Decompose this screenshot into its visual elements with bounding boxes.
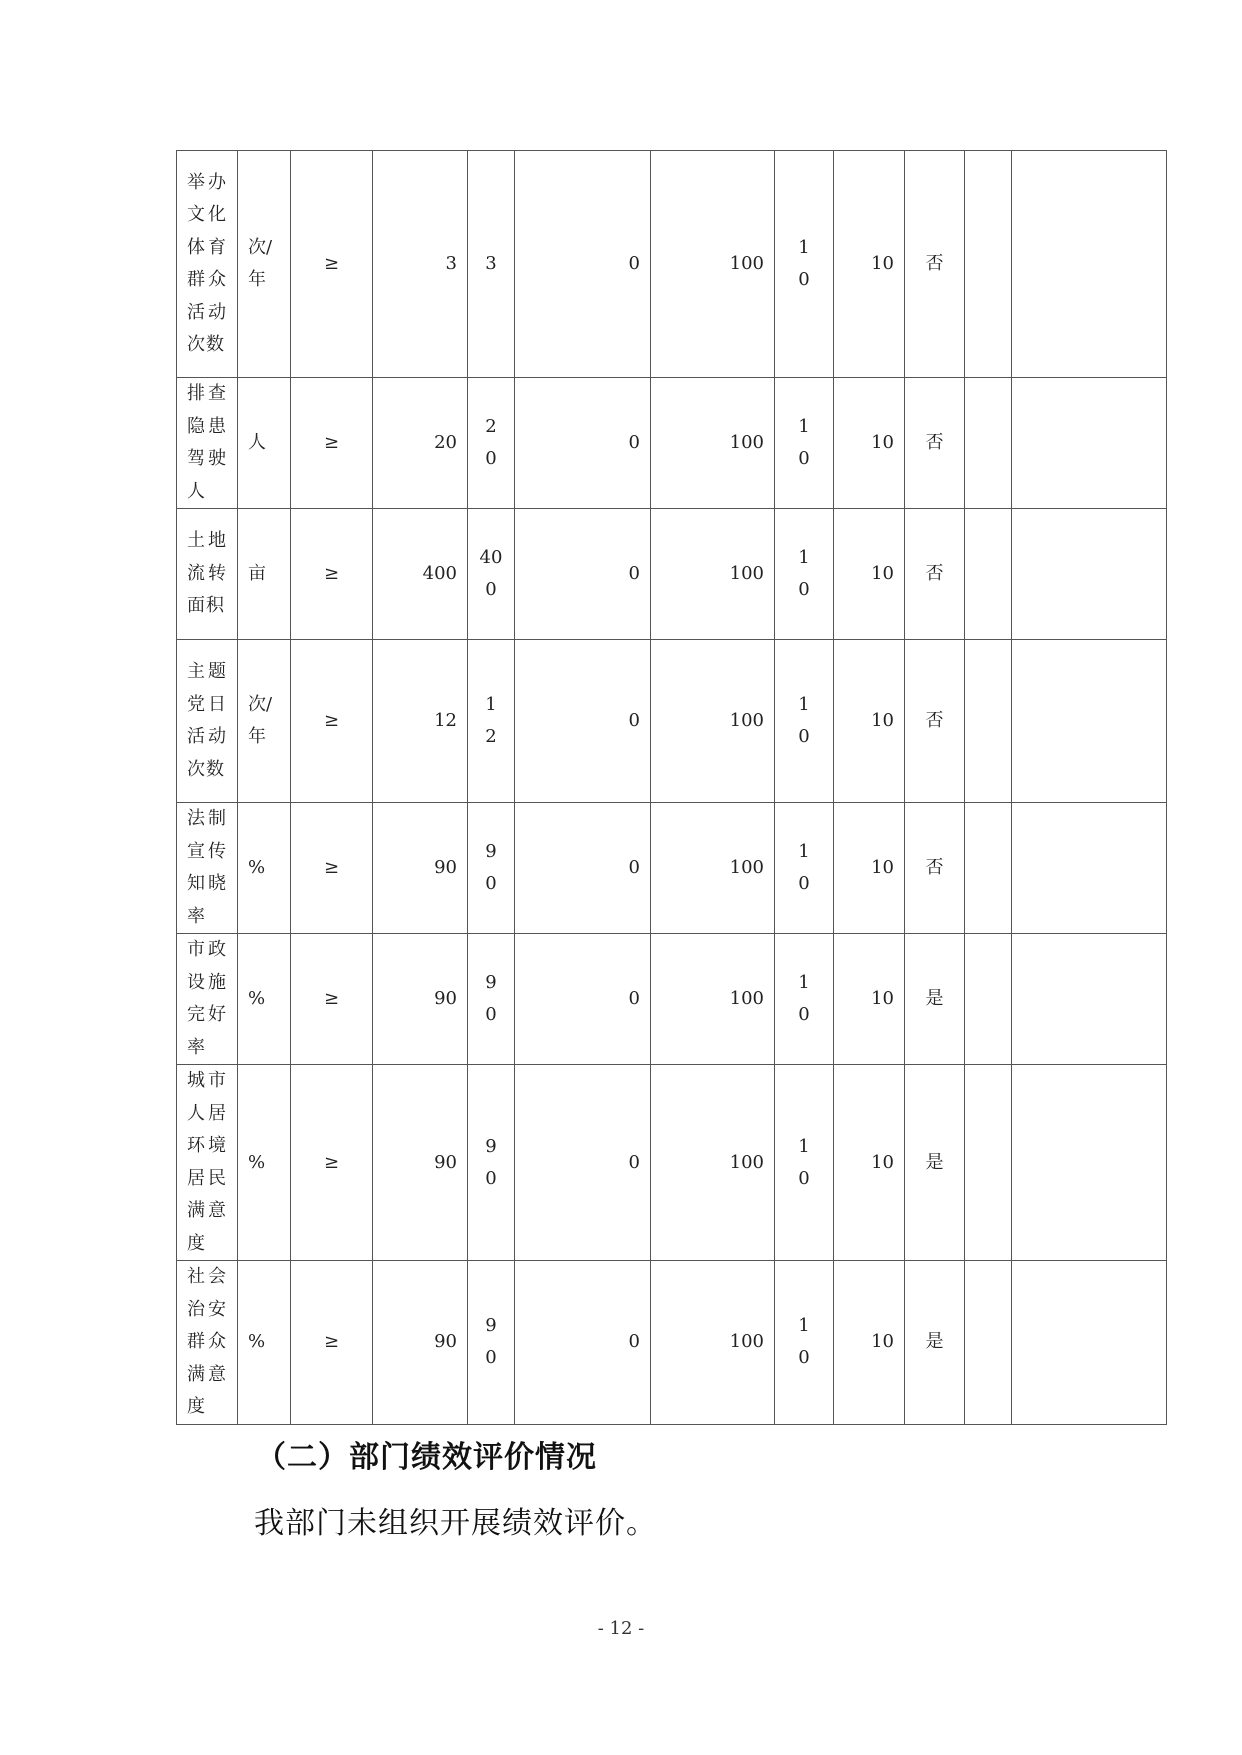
col5-cell: 0 [515, 803, 651, 934]
unit: % [248, 988, 266, 1009]
col11-cell [1012, 934, 1167, 1065]
col5-cell: 0 [515, 378, 651, 509]
actual-value: 90 [485, 1135, 497, 1189]
weight-cell [775, 151, 834, 378]
indicator-name: 市政设施完好率 [187, 939, 227, 1058]
weight-value: 10 [798, 416, 810, 469]
col11-cell [1012, 803, 1167, 934]
col6-cell: 100 [651, 1261, 775, 1425]
section-body-text: 我部门未组织开展绩效评价。 [254, 1506, 657, 1541]
col5-cell: 0 [515, 1065, 651, 1261]
actual-value: 20 [485, 416, 497, 469]
weight-cell [775, 934, 834, 1065]
target-value-cell: 90 [373, 1261, 468, 1425]
unit-cell [238, 509, 291, 640]
unit-cell [238, 378, 291, 509]
indicator-name: 城市人居环境居民满意度 [187, 1070, 227, 1254]
indicator-name-cell [177, 1261, 238, 1425]
flag-cell: 否 [905, 640, 965, 803]
indicator-name-cell [177, 934, 238, 1065]
table-row [177, 509, 1167, 640]
actual-value-cell [468, 1261, 515, 1425]
weight-value: 10 [798, 1135, 810, 1189]
operator-cell: ≥ [291, 1065, 373, 1261]
performance-table [176, 150, 1167, 1425]
target-value-cell: 400 [373, 509, 468, 640]
target-value-cell: 3 [373, 151, 468, 378]
indicator-name: 社会治安群众满意度 [187, 1266, 227, 1417]
operator-cell: ≥ [291, 151, 373, 378]
weight-value: 10 [798, 694, 810, 747]
col10-cell [965, 378, 1012, 509]
table-row [177, 1065, 1167, 1261]
score-cell: 10 [834, 1065, 905, 1261]
weight-value: 10 [798, 547, 810, 600]
unit-cell [238, 1065, 291, 1261]
unit: 亩 [248, 563, 266, 584]
weight-cell [775, 803, 834, 934]
flag-cell: 否 [905, 803, 965, 934]
indicator-name-cell [177, 151, 238, 378]
target-value-cell: 90 [373, 803, 468, 934]
section-heading: （二）部门绩效评价情况 [256, 1440, 597, 1475]
col11-cell [1012, 640, 1167, 803]
col6-cell: 100 [651, 151, 775, 378]
indicator-name-cell [177, 1065, 238, 1261]
actual-value-cell [468, 934, 515, 1065]
col6-cell: 100 [651, 509, 775, 640]
indicator-name-cell [177, 378, 238, 509]
col5-cell: 0 [515, 934, 651, 1065]
actual-value: 12 [485, 694, 497, 747]
operator-cell: ≥ [291, 378, 373, 509]
col11-cell [1012, 509, 1167, 640]
actual-value-cell [468, 803, 515, 934]
operator-cell: ≥ [291, 640, 373, 803]
score-cell: 10 [834, 934, 905, 1065]
col11-cell [1012, 151, 1167, 378]
actual-value-cell [468, 509, 515, 640]
flag-cell: 否 [905, 509, 965, 640]
col5-cell: 0 [515, 640, 651, 803]
unit-cell [238, 934, 291, 1065]
col10-cell [965, 934, 1012, 1065]
score-cell: 10 [834, 1261, 905, 1425]
table-row [177, 1261, 1167, 1425]
indicator-name: 举办文化体育群众活动次数 [187, 171, 227, 355]
flag-cell: 否 [905, 151, 965, 378]
col10-cell [965, 803, 1012, 934]
flag-cell: 是 [905, 1261, 965, 1425]
table-row [177, 640, 1167, 803]
operator-cell: ≥ [291, 1261, 373, 1425]
target-value-cell: 20 [373, 378, 468, 509]
unit: 次/年 [248, 237, 273, 290]
indicator-name: 排查隐患驾驶人 [187, 383, 227, 502]
col11-cell [1012, 1065, 1167, 1261]
flag-cell: 是 [905, 934, 965, 1065]
col11-cell [1012, 1261, 1167, 1425]
weight-value: 10 [798, 841, 810, 894]
weight-cell [775, 1065, 834, 1261]
unit: 人 [248, 432, 266, 453]
actual-value-cell [468, 378, 515, 509]
actual-value-cell [468, 640, 515, 803]
unit-cell [238, 1261, 291, 1425]
indicator-name-cell [177, 640, 238, 803]
weight-cell [775, 378, 834, 509]
actual-value: 3 [485, 253, 497, 274]
indicator-name: 土地流转面积 [187, 530, 227, 617]
col6-cell: 100 [651, 378, 775, 509]
weight-value: 10 [798, 972, 810, 1025]
indicator-name: 主题党日活动次数 [187, 661, 227, 780]
actual-value: 400 [479, 547, 503, 600]
unit-cell [238, 640, 291, 803]
table-row [177, 378, 1167, 509]
indicator-name-cell [177, 509, 238, 640]
actual-value-cell [468, 1065, 515, 1261]
col11-cell [1012, 378, 1167, 509]
col6-cell: 100 [651, 640, 775, 803]
flag-cell: 否 [905, 378, 965, 509]
col5-cell: 0 [515, 1261, 651, 1425]
unit: 次/年 [248, 694, 273, 747]
table-row [177, 803, 1167, 934]
col6-cell: 100 [651, 803, 775, 934]
score-cell: 10 [834, 509, 905, 640]
indicator-name: 法制宣传知晓率 [187, 808, 227, 927]
operator-cell: ≥ [291, 803, 373, 934]
weight-value: 10 [798, 237, 810, 290]
actual-value: 90 [485, 841, 497, 894]
unit-cell [238, 151, 291, 378]
col10-cell [965, 1261, 1012, 1425]
operator-cell: ≥ [291, 934, 373, 1065]
col5-cell: 0 [515, 509, 651, 640]
operator-cell: ≥ [291, 509, 373, 640]
col6-cell: 100 [651, 934, 775, 1065]
score-cell: 10 [834, 803, 905, 934]
col5-cell: 0 [515, 151, 651, 378]
score-cell: 10 [834, 640, 905, 803]
col10-cell [965, 509, 1012, 640]
target-value-cell: 90 [373, 1065, 468, 1261]
score-cell: 10 [834, 378, 905, 509]
col6-cell: 100 [651, 1065, 775, 1261]
weight-cell [775, 640, 834, 803]
page-number: - 12 - [597, 1618, 645, 1639]
unit: % [248, 1151, 266, 1173]
actual-value-cell [468, 151, 515, 378]
indicator-name-cell [177, 803, 238, 934]
actual-value: 90 [485, 972, 497, 1025]
actual-value: 90 [485, 1315, 497, 1369]
col10-cell [965, 1065, 1012, 1261]
weight-cell [775, 1261, 834, 1425]
score-cell: 10 [834, 151, 905, 378]
weight-cell [775, 509, 834, 640]
target-value-cell: 90 [373, 934, 468, 1065]
table-body [177, 151, 1167, 1425]
flag-cell: 是 [905, 1065, 965, 1261]
weight-value: 10 [798, 1315, 810, 1369]
col10-cell [965, 151, 1012, 378]
target-value-cell: 12 [373, 640, 468, 803]
unit: % [248, 857, 266, 878]
table-row [177, 934, 1167, 1065]
unit: % [248, 1331, 266, 1353]
col10-cell [965, 640, 1012, 803]
table-row [177, 151, 1167, 378]
unit-cell [238, 803, 291, 934]
